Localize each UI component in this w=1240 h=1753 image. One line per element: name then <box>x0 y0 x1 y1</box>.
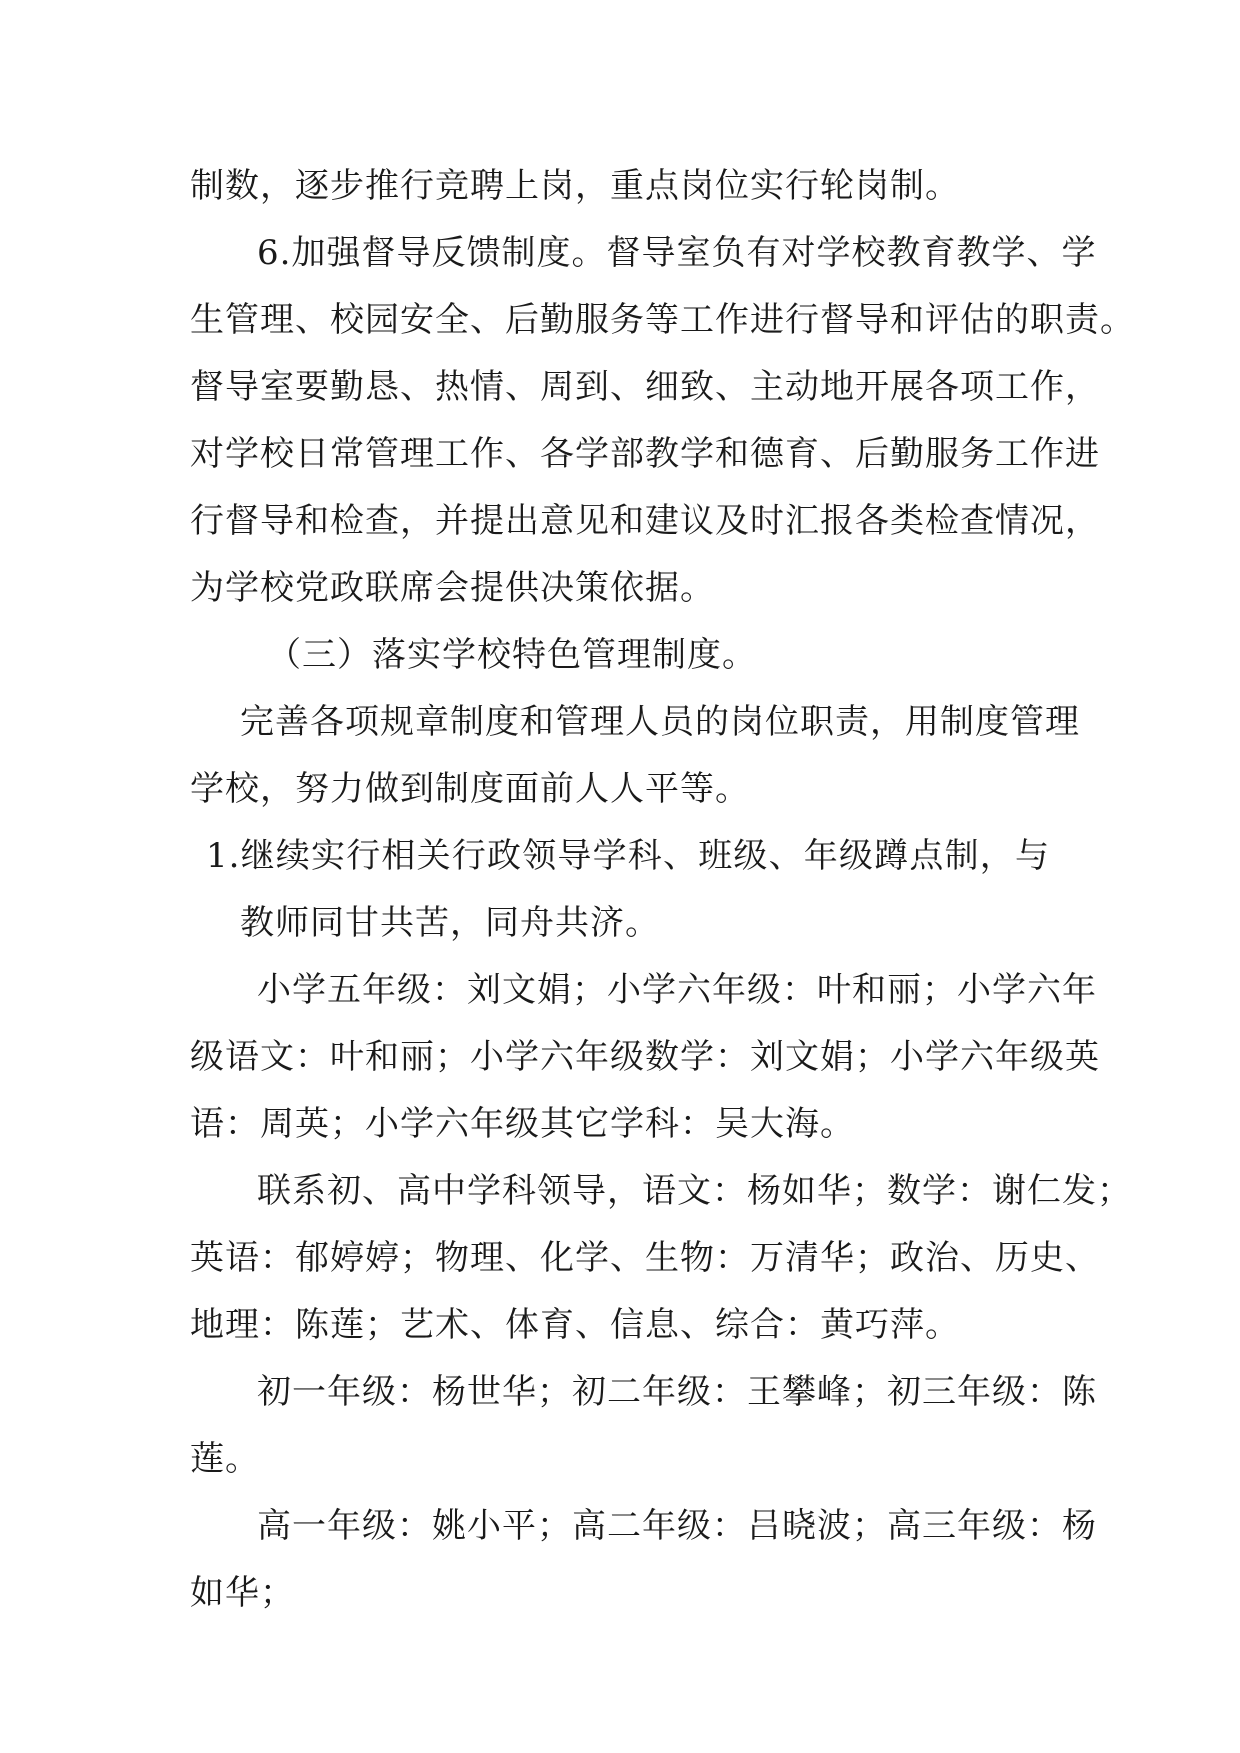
paragraph-line: 小学五年级：刘文娟；小学六年级：叶和丽；小学六年 <box>257 970 1097 1010</box>
section-heading: （三）落实学校特色管理制度。 <box>267 635 757 675</box>
paragraph-line: 对学校日常管理工作、各学部教学和德育、后勤服务工作进 <box>190 434 1100 474</box>
paragraph-line: 级语文：叶和丽；小学六年级数学：刘文娟；小学六年级英 <box>190 1037 1100 1077</box>
list-item-line: 1.继续实行相关行政领导学科、班级、年级蹲点制，与 <box>206 836 1050 876</box>
paragraph-line: 学校，努力做到制度面前人人平等。 <box>190 769 750 809</box>
paragraph-line: 语：周英；小学六年级其它学科：吴大海。 <box>190 1104 855 1144</box>
paragraph-line: 制数，逐步推行竞聘上岗，重点岗位实行轮岗制。 <box>190 166 960 206</box>
paragraph-line: 6.加强督导反馈制度。督导室负有对学校教育教学、学 <box>257 233 1097 273</box>
paragraph-line: 完善各项规章制度和管理人员的岗位职责，用制度管理 <box>240 702 1080 742</box>
paragraph-line: 如华； <box>190 1573 295 1613</box>
paragraph-line: 为学校党政联席会提供决策依据。 <box>190 568 715 608</box>
paragraph-line: 莲。 <box>190 1439 260 1479</box>
paragraph-line: 行督导和检查，并提出意见和建议及时汇报各类检查情况， <box>190 501 1100 541</box>
paragraph-line: 联系初、高中学科领导，语文：杨如华；数学：谢仁发； <box>257 1171 1132 1211</box>
paragraph-line: 生管理、校园安全、后勤服务等工作进行督导和评估的职责。 <box>190 300 1135 340</box>
paragraph-line: 英语：郁婷婷；物理、化学、生物：万清华；政治、历史、 <box>190 1238 1100 1278</box>
paragraph-line: 高一年级：姚小平；高二年级：吕晓波；高三年级：杨 <box>257 1506 1097 1546</box>
paragraph-line: 初一年级：杨世华；初二年级：王攀峰；初三年级：陈 <box>257 1372 1097 1412</box>
list-item-line: 教师同甘共苦，同舟共济。 <box>240 903 660 943</box>
paragraph-line: 督导室要勤恳、热情、周到、细致、主动地开展各项工作， <box>190 367 1100 407</box>
paragraph-line: 地理：陈莲；艺术、体育、信息、综合：黄巧萍。 <box>190 1305 960 1345</box>
